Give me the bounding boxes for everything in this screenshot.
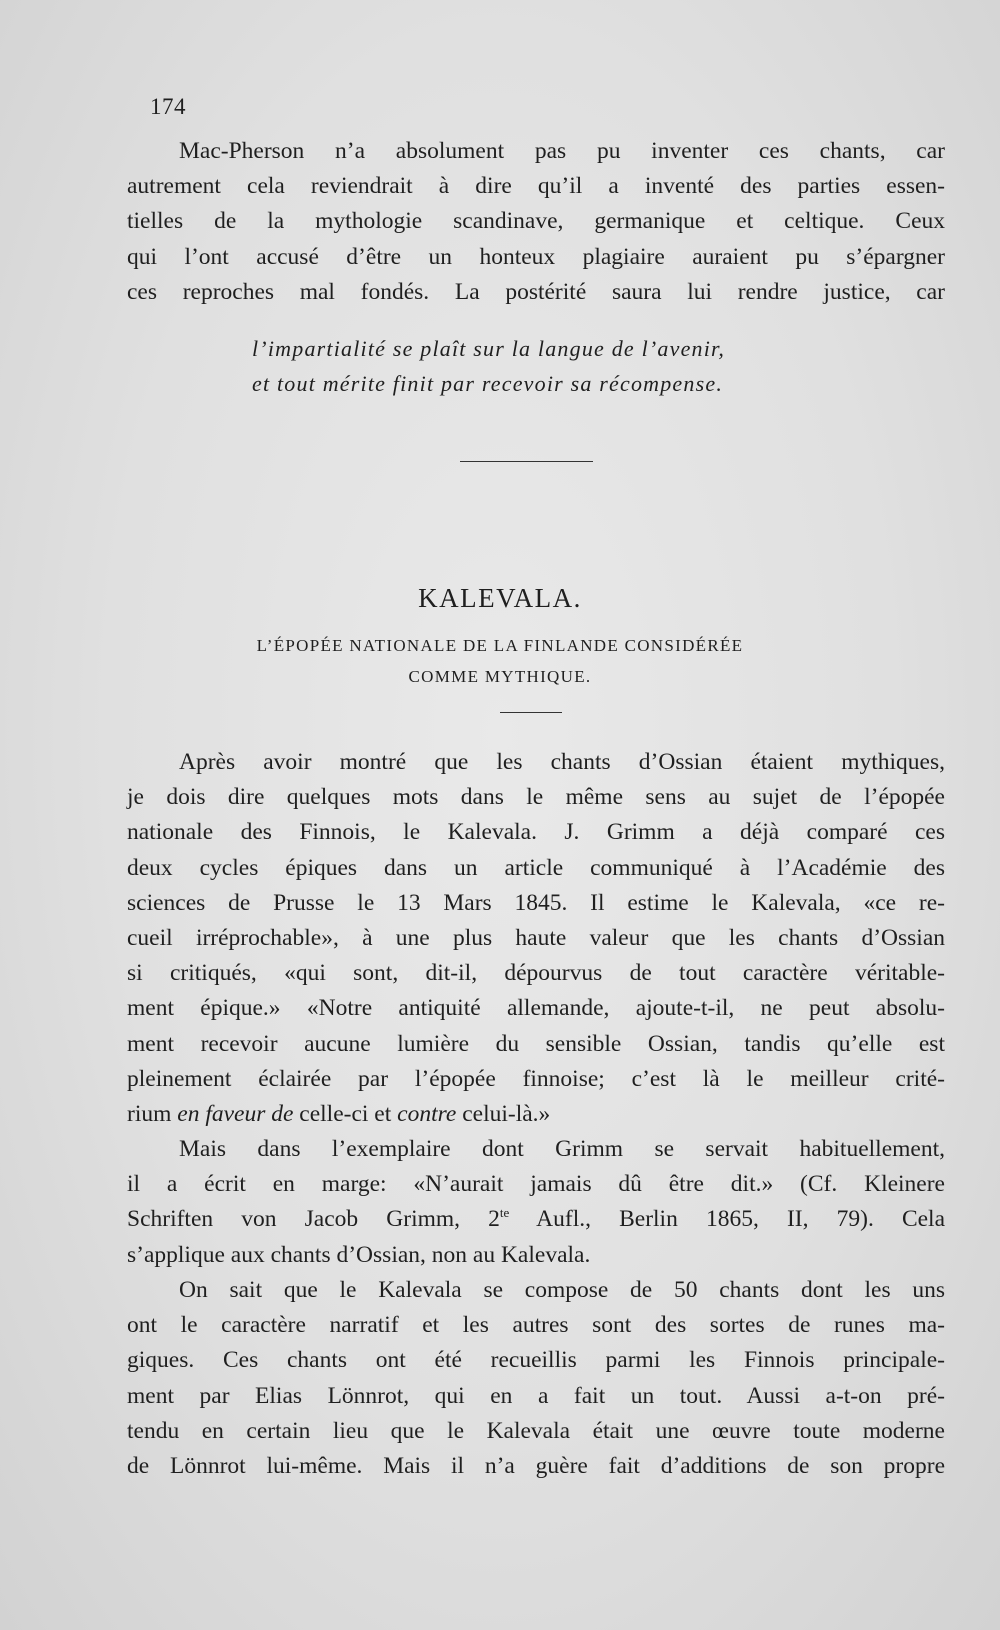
text-fragment: rium xyxy=(127,1100,178,1127)
text-line: je dois dire quelques mots dans le même sens au sujet de l’épopée xyxy=(127,784,945,811)
text-line-last: s’applique aux chants d’Ossian, non au Kalevala. xyxy=(127,1241,591,1268)
chapter-subtitle-line-1: L’ÉPOPÉE NATIONALE DE LA FINLANDE CONSIDÉRÉE xyxy=(256,636,744,655)
paragraph-4 xyxy=(127,1273,945,1484)
verse-line-1: l’impartialité se plaît sur la langue de l’avenir, xyxy=(252,336,726,361)
text-fragment: Schriften von Jacob Grimm, 2 xyxy=(127,1206,500,1233)
section-divider xyxy=(460,461,593,462)
superscript: te xyxy=(499,1205,510,1221)
text-fragment: celui-là.» xyxy=(456,1100,551,1127)
paragraph-3 xyxy=(127,1132,945,1273)
text-line xyxy=(127,1202,945,1237)
verse-line-2: et tout mérite finit par recevoir sa récompense. xyxy=(252,371,724,396)
text-line: tielles de la mythologie scandinave, germanique et celtique. Ceux xyxy=(127,208,945,235)
paragraph-1 xyxy=(127,134,945,310)
chapter-title: KALEVALA. xyxy=(418,583,582,613)
text-fragment: Aufl., Berlin 1865, II, 79). Cela xyxy=(509,1206,946,1233)
text-line: ment recevoir aucune lumière du sensible Ossian, tandis qu’elle est xyxy=(127,1030,945,1057)
text-line: qui l’ont accusé d’être un honteux plagiaire auraient pu s’épargner xyxy=(127,243,945,270)
text-line: ment par Elias Lönnrot, qui en a fait un tout. Aussi a-t-on pré- xyxy=(127,1382,945,1409)
italic-fragment: en faveur de xyxy=(177,1100,294,1127)
text-line: Après avoir montré que les chants d’Ossian étaient mythiques, xyxy=(179,749,945,775)
chapter-subtitle-line-2: COMME MYTHIQUE. xyxy=(408,667,592,686)
italic-fragment: contre xyxy=(397,1100,457,1127)
text-line: il a écrit en marge: «N’aurait jamais dû être dit.» (Cf. Kleinere xyxy=(127,1171,945,1198)
text-line: si critiqués, «qui sont, dit-il, dépourvus de tout caractère véritable- xyxy=(127,960,945,987)
text-line: Mac-Pherson n’a absolument pas pu inventer ces chants, car xyxy=(179,138,945,164)
text-fragment: celle-ci et xyxy=(293,1100,398,1127)
text-line: pleinement éclairée par l’épopée finnoise; c’est là le meilleur crité- xyxy=(127,1065,945,1092)
text-line: ces reproches mal fondés. La postérité saura lui rendre justice, car xyxy=(127,278,945,305)
text-line: sciences de Prusse le 13 Mars 1845. Il estime le Kalevala, «ce re- xyxy=(127,889,945,916)
heading-divider xyxy=(500,712,562,713)
text-line: ment épique.» «Notre antiquité allemande, ajoute-t-il, ne peut absolu- xyxy=(127,995,945,1022)
text-line: On sait que le Kalevala se compose de 50 chants dont les uns xyxy=(179,1277,945,1303)
text-line: cueil irréprochable», à une plus haute valeur que les chants d’Ossian xyxy=(127,924,945,951)
text-line-last xyxy=(127,1097,945,1132)
text-line: nationale des Finnois, le Kalevala. J. Grimm a déjà comparé ces xyxy=(127,819,945,846)
page-number: 174 xyxy=(150,94,186,119)
text-line: de Lönnrot lui-même. Mais il n’a guère fait d’additions de son propre xyxy=(127,1452,945,1479)
text-line: ont le caractère narratif et les autres sont des sortes de runes ma- xyxy=(127,1312,945,1339)
paragraph-2 xyxy=(127,745,945,1132)
text-line: tendu en certain lieu que le Kalevala était une œuvre toute moderne xyxy=(127,1417,945,1444)
text-line: deux cycles épiques dans un article communiqué à l’Académie des xyxy=(127,854,945,881)
text-line: autrement cela reviendrait à dire qu’il a inventé des parties essen- xyxy=(127,173,945,200)
text-line: Mais dans l’exemplaire dont Grimm se servait habituellement, xyxy=(179,1136,945,1162)
text-line: giques. Ces chants ont été recueillis parmi les Finnois principale- xyxy=(127,1347,945,1374)
